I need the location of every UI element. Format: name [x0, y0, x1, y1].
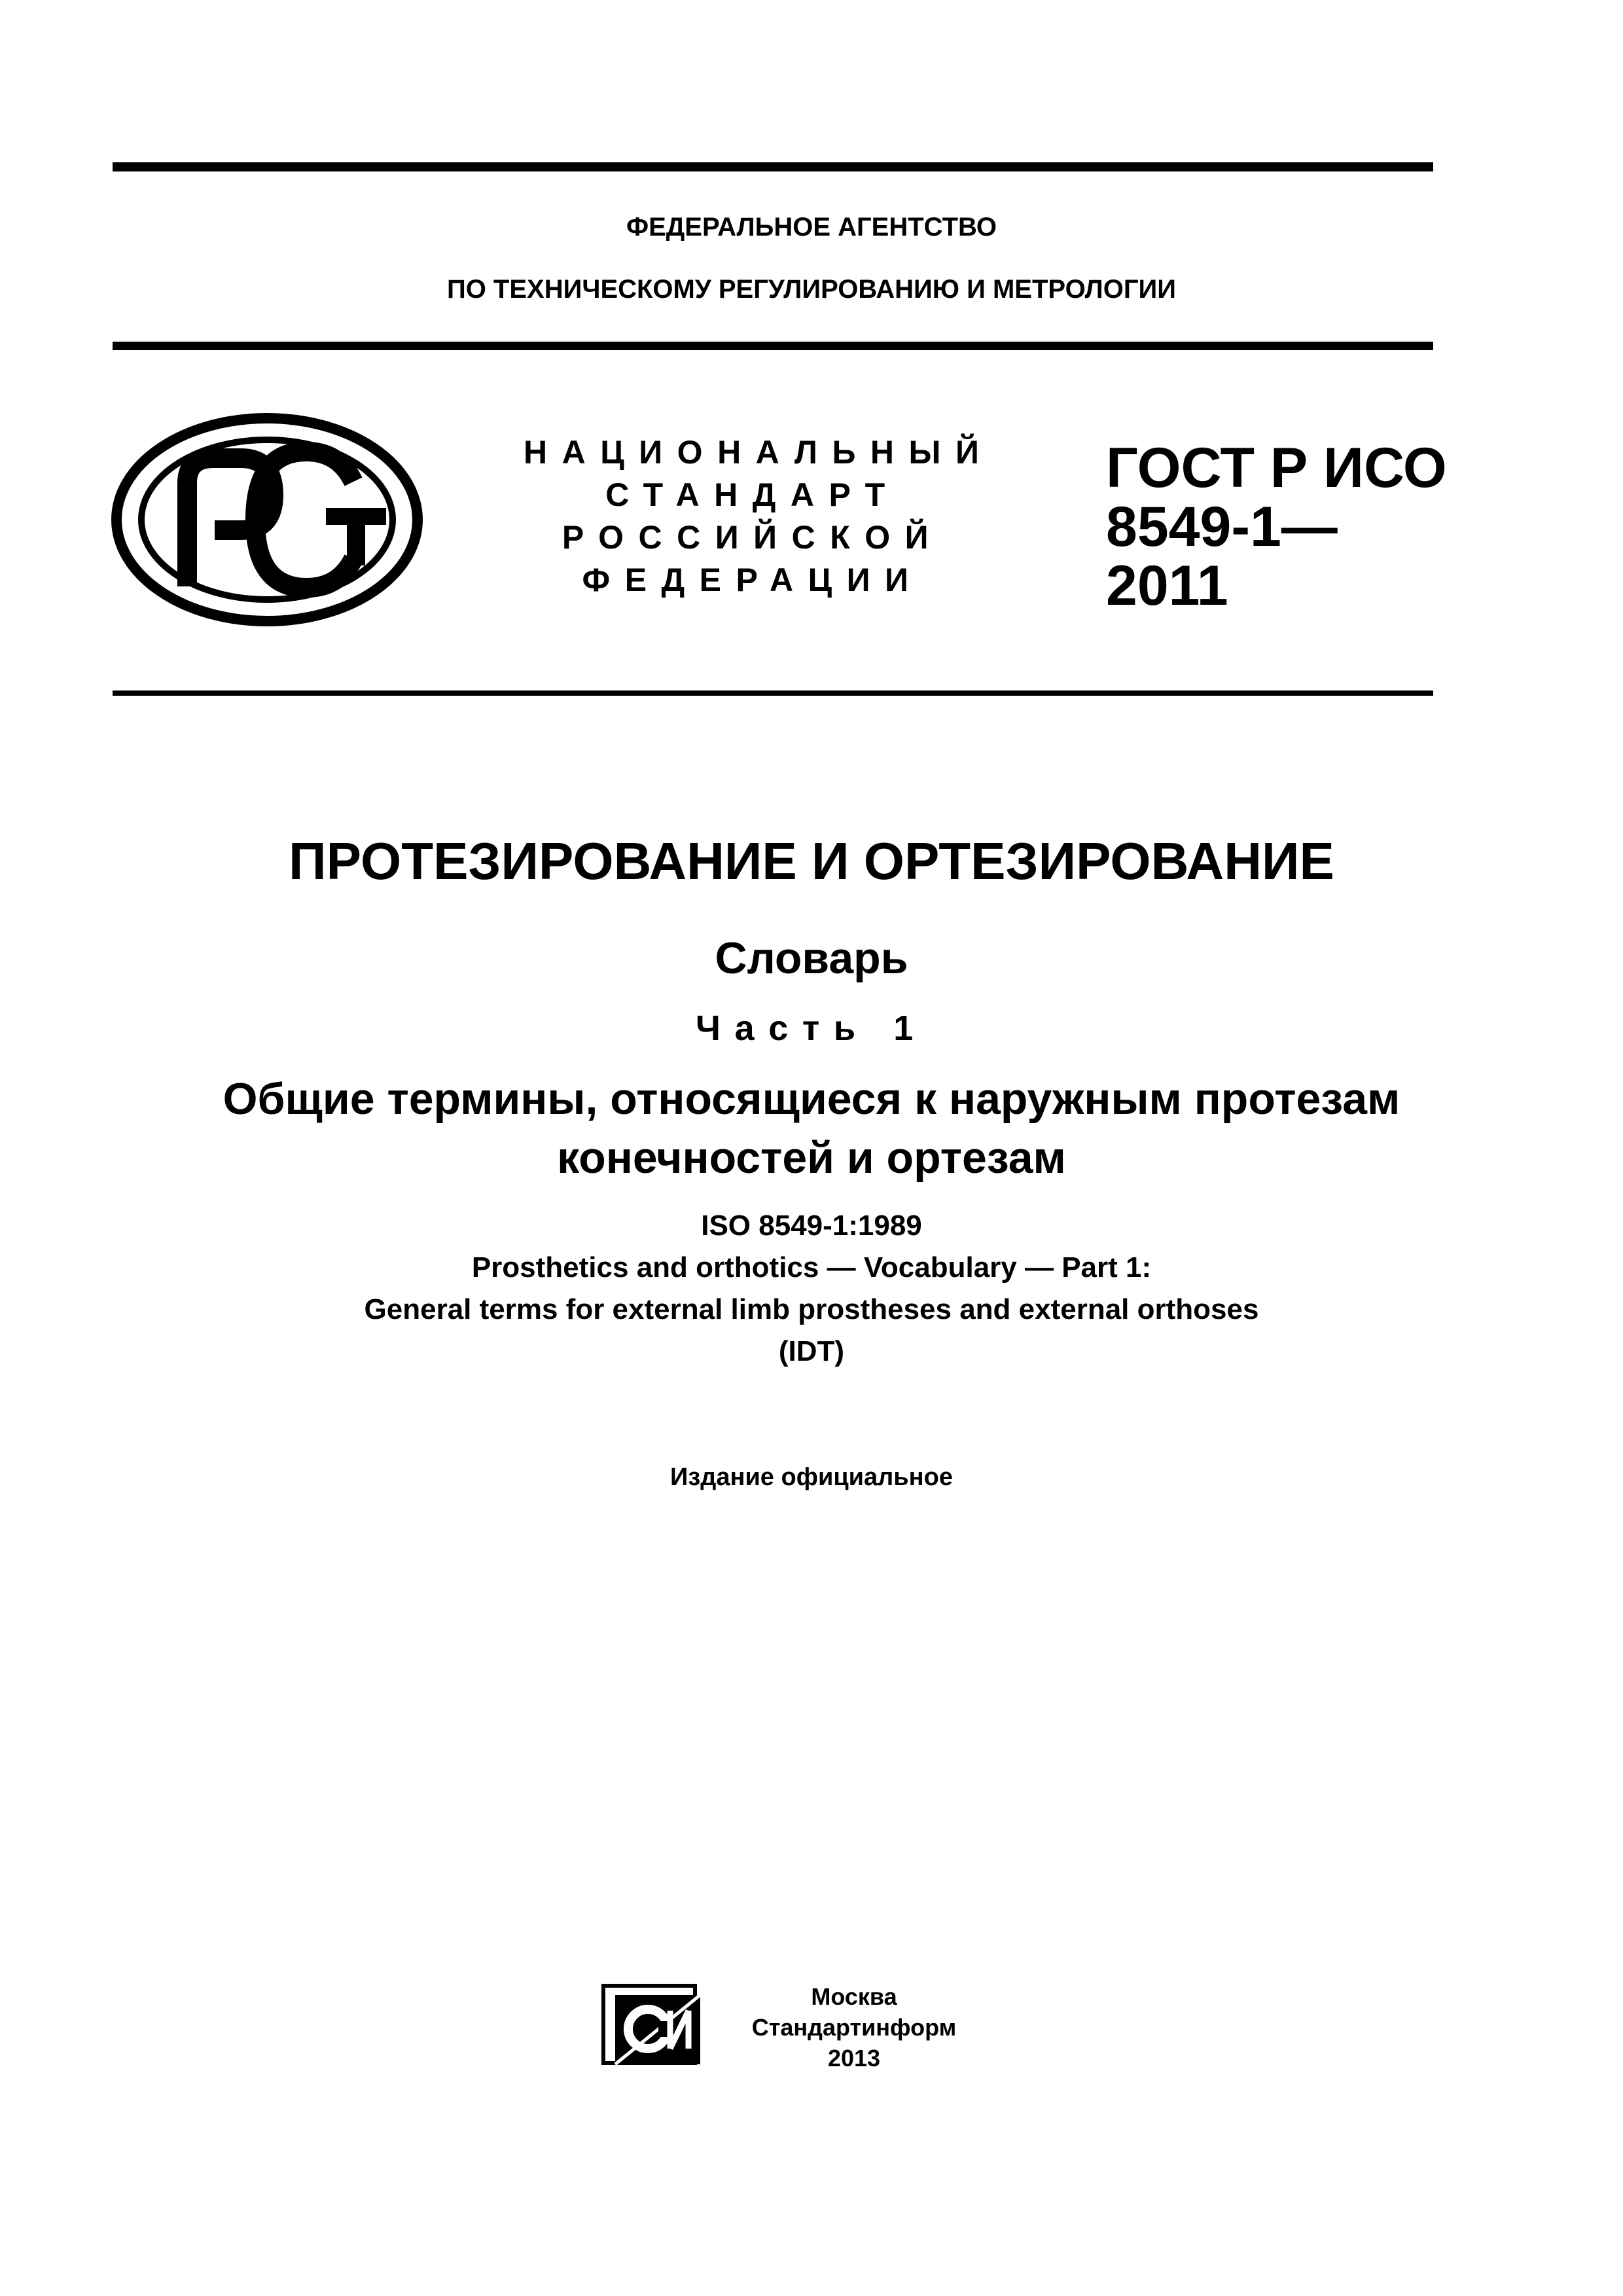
header-bottom-rule — [113, 342, 1433, 350]
standard-code-line-3: 2011 — [1106, 554, 1228, 617]
publisher-logo — [601, 1983, 705, 2068]
agency-line-1: ФЕДЕРАЛЬНОЕ АГЕНТСТВО — [626, 213, 997, 242]
iso-reference-line-4: (IDT) — [778, 1335, 845, 1367]
standartinform-logo-icon — [601, 1983, 705, 2068]
standard-code-line-1: ГОСТ Р ИСО — [1106, 437, 1447, 499]
main-title: ПРОТЕЗИРОВАНИЕ И ОРТЕЗИРОВАНИЕ — [289, 832, 1334, 890]
part-title-line-1: Общие термины, относящиеся к наружным протезам — [223, 1074, 1400, 1124]
publisher-year: 2013 — [827, 2045, 881, 2072]
subtitle: Словарь — [715, 933, 908, 983]
agency-line-2: ПО ТЕХНИЧЕСКОМУ РЕГУЛИРОВАНИЮ И МЕТРОЛОГИИ — [446, 275, 1177, 304]
national-standard-line-4: ФЕДЕРАЦИИ — [582, 562, 923, 598]
national-standard-line-1: НАЦИОНАЛЬНЫЙ — [524, 434, 994, 471]
edition-label: Издание официальное — [670, 1463, 953, 1491]
part-title-line-2: конечностей и ортезам — [557, 1133, 1066, 1183]
iso-reference-line-1: ISO 8549-1:1989 — [701, 1210, 922, 1242]
national-standard-line-2: СТАНДАРТ — [605, 476, 900, 513]
rst-certification-mark-icon — [110, 411, 424, 628]
rst-logo — [110, 411, 424, 628]
standard-block-bottom-rule — [113, 691, 1433, 696]
iso-reference-line-2: Prosthetics and orthotics — Vocabulary — Part 1: — [471, 1251, 1152, 1283]
publisher-name: Стандартинформ — [751, 2014, 957, 2041]
top-rule — [113, 162, 1433, 171]
publisher-city: Москва — [811, 1983, 897, 2010]
standard-code-line-2: 8549-1— — [1106, 495, 1338, 558]
part-label: Часть 1 — [696, 1009, 927, 1048]
iso-reference-line-3: General terms for external limb prostheses and external orthoses — [364, 1293, 1259, 1325]
national-standard-line-3: РОССИЙСКОЙ — [562, 519, 944, 556]
